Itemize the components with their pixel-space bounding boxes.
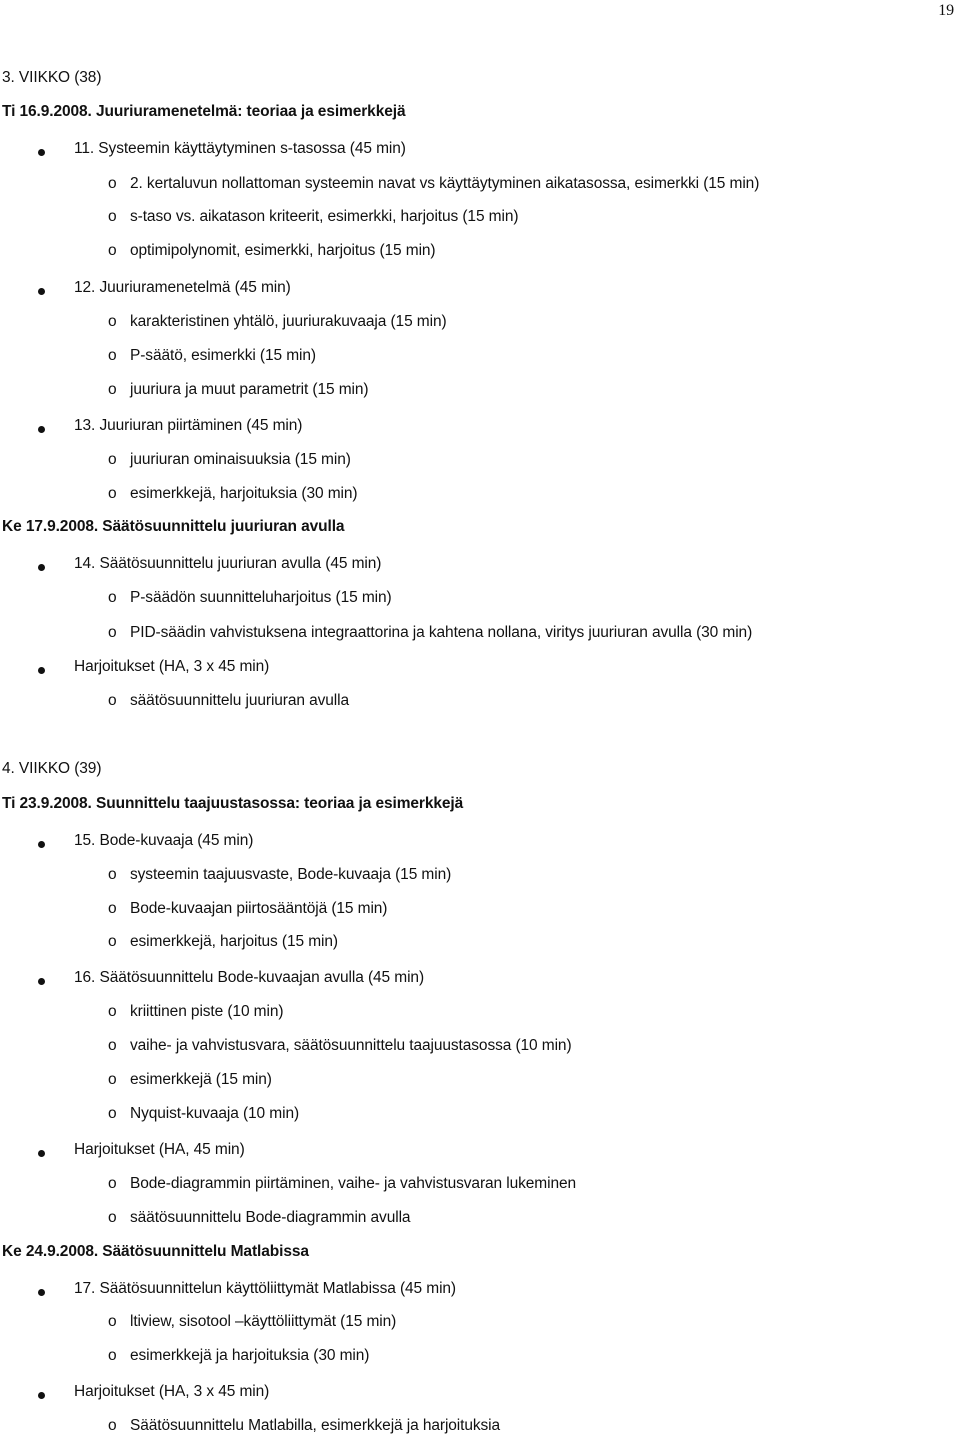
sub-item xyxy=(108,1037,572,1055)
sub-bullet-icon: o xyxy=(108,624,117,641)
line-text: Harjoitukset (HA, 45 min) xyxy=(74,1141,245,1158)
line-text: ltiview, sisotool –käyttöliittymät (15 min) xyxy=(130,1313,397,1330)
sub-item xyxy=(108,589,392,607)
sub-bullet-icon: o xyxy=(108,175,117,192)
section-heading xyxy=(2,1243,309,1261)
sub-item xyxy=(108,451,351,469)
sub-bullet-icon: o xyxy=(108,1105,117,1122)
sub-bullet-icon: o xyxy=(108,866,117,883)
line-text: s-taso vs. aikatason kriteerit, esimerkki, harjoitus (15 min) xyxy=(130,208,519,225)
sub-item xyxy=(108,866,451,884)
line-text: karakteristinen yhtälö, juuriurakuvaaja (15 min) xyxy=(130,313,447,330)
sub-item xyxy=(108,381,368,399)
sub-item xyxy=(108,692,349,710)
sub-item xyxy=(108,900,387,918)
sub-bullet-icon: o xyxy=(108,1175,117,1192)
line-text: P-säätö, esimerkki (15 min) xyxy=(130,347,316,364)
list-item xyxy=(74,1280,456,1298)
bullet-icon xyxy=(38,1150,45,1157)
sub-item xyxy=(108,1105,299,1123)
line-text: 11. Systeemin käyttäytyminen s-tasossa (45 min) xyxy=(74,140,406,157)
sub-bullet-icon: o xyxy=(108,1313,117,1330)
bullet-icon xyxy=(38,149,45,156)
sub-bullet-icon: o xyxy=(108,1209,117,1226)
line-text: systeemin taajuusvaste, Bode-kuvaaja (15 min) xyxy=(130,866,452,883)
line-text: säätösuunnittelu Bode-diagrammin avulla xyxy=(130,1209,411,1226)
line-text: 15. Bode-kuvaaja (45 min) xyxy=(74,832,254,849)
sub-bullet-icon: o xyxy=(108,485,117,502)
line-text: Harjoitukset (HA, 3 x 45 min) xyxy=(74,658,270,675)
line-text: juuriuran ominaisuuksia (15 min) xyxy=(130,451,351,468)
line-text: 16. Säätösuunnittelu Bode-kuvaajan avulla (45 min) xyxy=(74,969,425,986)
sub-item xyxy=(108,1003,283,1021)
line-text: esimerkkejä ja harjoituksia (30 min) xyxy=(130,1347,370,1364)
list-item xyxy=(74,1383,269,1401)
section-heading xyxy=(2,69,101,87)
line-text: 13. Juuriuran piirtäminen (45 min) xyxy=(74,417,303,434)
sub-bullet-icon: o xyxy=(108,1071,117,1088)
bullet-icon xyxy=(38,1289,45,1296)
section-heading xyxy=(2,760,101,778)
sub-bullet-icon: o xyxy=(108,1417,117,1434)
line-text: Bode-kuvaajan piirtosääntöjä (15 min) xyxy=(130,900,388,917)
bullet-icon xyxy=(38,1392,45,1399)
line-text: 3. VIIKKO (38) xyxy=(2,69,102,86)
line-text: Ti 23.9.2008. Suunnittelu taajuustasossa: teoriaa ja esimerkkejä xyxy=(2,795,464,812)
list-item xyxy=(74,832,253,850)
line-text: P-säädön suunnitteluharjoitus (15 min) xyxy=(130,589,392,606)
sub-bullet-icon: o xyxy=(108,692,117,709)
sub-bullet-icon: o xyxy=(108,313,117,330)
section-heading xyxy=(2,103,405,121)
sub-item xyxy=(108,1175,576,1193)
sub-bullet-icon: o xyxy=(108,451,117,468)
sub-bullet-icon: o xyxy=(108,589,117,606)
sub-item xyxy=(108,485,357,503)
list-item xyxy=(74,658,269,676)
line-text: Nyquist-kuvaaja (10 min) xyxy=(130,1105,300,1122)
line-text: Ti 16.9.2008. Juuriuramenetelmä: teoriaa ja esimerkkejä xyxy=(2,103,406,120)
list-item xyxy=(74,279,291,297)
sub-bullet-icon: o xyxy=(108,900,117,917)
sub-bullet-icon: o xyxy=(108,347,117,364)
bullet-icon xyxy=(38,426,45,433)
sub-bullet-icon: o xyxy=(108,381,117,398)
line-text: esimerkkejä (15 min) xyxy=(130,1071,272,1088)
line-text: Säätösuunnittelu Matlabilla, esimerkkejä ja harjoituksia xyxy=(130,1417,501,1434)
sub-bullet-icon: o xyxy=(108,208,117,225)
line-text: 4. VIIKKO (39) xyxy=(2,760,102,777)
line-text: 2. kertaluvun nollattoman systeemin navat vs käyttäytyminen aikatasossa, esimerkki (15 min) xyxy=(130,175,760,192)
sub-bullet-icon: o xyxy=(108,1347,117,1364)
section-heading xyxy=(2,518,344,536)
sub-item xyxy=(108,1313,396,1331)
line-text: optimipolynomit, esimerkki, harjoitus (15 min) xyxy=(130,242,436,259)
line-text: esimerkkejä, harjoitus (15 min) xyxy=(130,933,338,950)
line-text: PID-säädin vahvistuksena integraattorina ja kahtena nollana, viritys juuriuran avulla (30 min) xyxy=(130,624,753,641)
sub-item xyxy=(108,1209,410,1227)
list-item xyxy=(74,555,381,573)
sub-item xyxy=(108,1347,369,1365)
sub-item xyxy=(108,1417,500,1435)
sub-item xyxy=(108,242,436,260)
line-text: Ke 17.9.2008. Säätösuunnittelu juuriuran avulla xyxy=(2,518,345,535)
sub-item xyxy=(108,175,759,193)
line-text: Ke 24.9.2008. Säätösuunnittelu Matlabissa xyxy=(2,1243,309,1260)
page-number: 19 xyxy=(938,2,954,19)
bullet-icon xyxy=(38,667,45,674)
sub-item xyxy=(108,933,338,951)
sub-item xyxy=(108,624,752,642)
list-item xyxy=(74,969,424,987)
bullet-icon xyxy=(38,841,45,848)
sub-item xyxy=(108,208,518,226)
line-text: 17. Säätösuunnittelun käyttöliittymät Matlabissa (45 min) xyxy=(74,1280,456,1297)
list-item xyxy=(74,1141,245,1159)
sub-item xyxy=(108,313,447,331)
line-text: Harjoitukset (HA, 3 x 45 min) xyxy=(74,1383,270,1400)
list-item xyxy=(74,417,302,435)
sub-bullet-icon: o xyxy=(108,1037,117,1054)
line-text: esimerkkejä, harjoituksia (30 min) xyxy=(130,485,358,502)
list-item xyxy=(74,140,406,158)
line-text: Bode-diagrammin piirtäminen, vaihe- ja vahvistusvaran lukeminen xyxy=(130,1175,577,1192)
line-text: 14. Säätösuunnittelu juuriuran avulla (45 min) xyxy=(74,555,382,572)
line-text: vaihe- ja vahvistusvara, säätösuunnittelu taajuustasossa (10 min) xyxy=(130,1037,572,1054)
line-text: kriittinen piste (10 min) xyxy=(130,1003,284,1020)
section-heading xyxy=(2,795,463,813)
bullet-icon xyxy=(38,564,45,571)
sub-bullet-icon: o xyxy=(108,1003,117,1020)
sub-item xyxy=(108,347,316,365)
bullet-icon xyxy=(38,978,45,985)
sub-bullet-icon: o xyxy=(108,242,117,259)
line-text: säätösuunnittelu juuriuran avulla xyxy=(130,692,350,709)
sub-item xyxy=(108,1071,272,1089)
line-text: 12. Juuriuramenetelmä (45 min) xyxy=(74,279,291,296)
bullet-icon xyxy=(38,288,45,295)
sub-bullet-icon: o xyxy=(108,933,117,950)
line-text: juuriura ja muut parametrit (15 min) xyxy=(130,381,369,398)
